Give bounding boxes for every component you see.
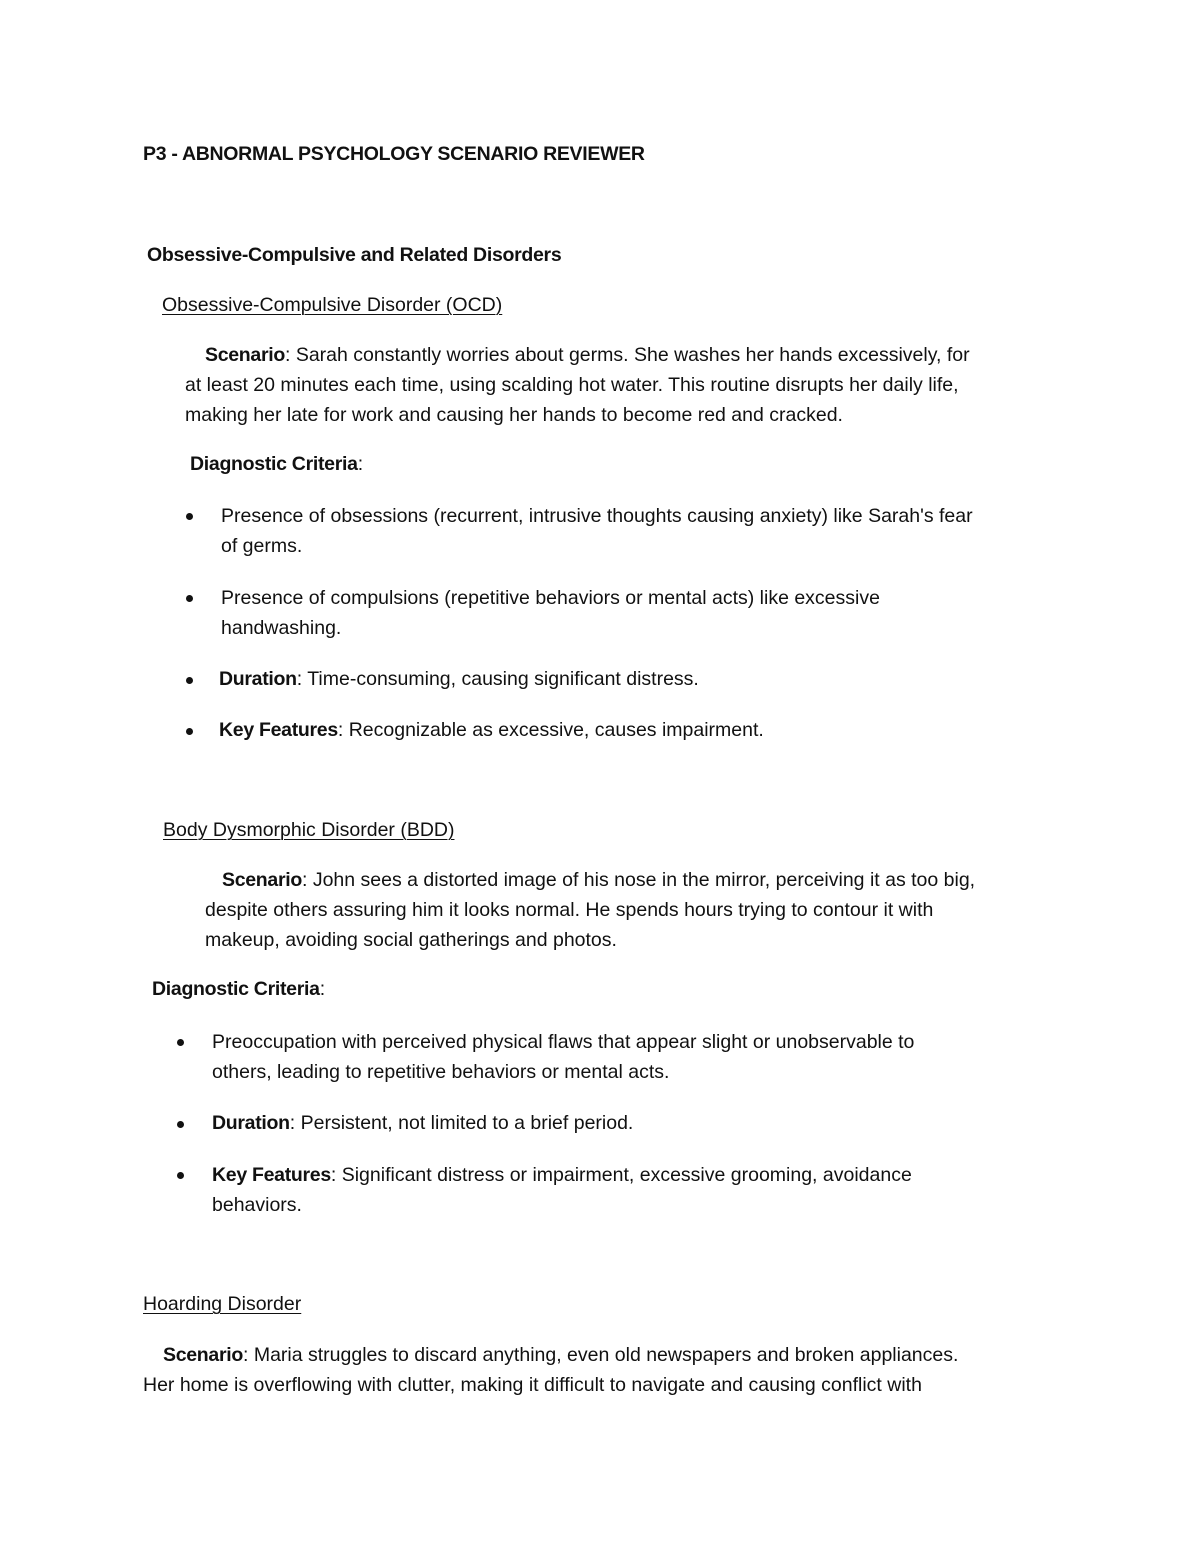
- ocd-bullet-1: [221, 501, 973, 561]
- bullet-text-line: Presence of obsessions (recurrent, intrusive thoughts causing anxiety) like Sarah's fear: [221, 505, 973, 527]
- bdd-scenario-line: makeup, avoiding social gatherings and photos.: [205, 929, 617, 951]
- ocd-heading: Obsessive-Compulsive Disorder (OCD): [162, 294, 503, 316]
- ocd-criteria-colon: :: [357, 453, 364, 475]
- bullet-icon: [186, 595, 193, 602]
- hoarding-scenario-label: Scenario: [163, 1344, 243, 1366]
- bullet-text-line: behaviors.: [212, 1194, 302, 1216]
- bullet-label: Duration: [219, 668, 297, 690]
- ocd-scenario-line: at least 20 minutes each time, using scalding hot water. This routine disrupts her daily life,: [185, 374, 959, 396]
- ocd-bullet-4: [219, 715, 764, 745]
- bdd-criteria-label: Diagnostic Criteria: [152, 978, 320, 1000]
- bdd-scenario-line: : John sees a distorted image of his nose in the mirror, perceiving it as too big,: [301, 869, 976, 891]
- bullet-label: Key Features: [212, 1164, 331, 1186]
- bullet-icon: [186, 728, 193, 735]
- ocd-scenario-line: making her late for work and causing her hands to become red and cracked.: [185, 404, 843, 426]
- ocd-bullet-2: [221, 583, 880, 643]
- ocd-criteria-label: Diagnostic Criteria: [190, 453, 358, 475]
- ocd-scenario-line: : Sarah constantly worries about germs. She washes her hands excessively, for: [284, 344, 970, 366]
- bullet-text-line: : Persistent, not limited to a brief period.: [289, 1112, 634, 1134]
- document-title: P3 - ABNORMAL PSYCHOLOGY SCENARIO REVIEWER: [143, 143, 645, 165]
- ocd-bullet-3: [219, 664, 699, 694]
- ocd-scenario-label: Scenario: [205, 344, 285, 366]
- bullet-icon: [186, 513, 193, 520]
- bullet-text-line: others, leading to repetitive behaviors or mental acts.: [212, 1061, 670, 1083]
- ocd-scenario: [185, 340, 970, 430]
- bullet-text-line: Preoccupation with perceived physical flaws that appear slight or unobservable to: [212, 1031, 915, 1053]
- bdd-heading: Body Dysmorphic Disorder (BDD): [163, 819, 455, 841]
- bullet-label: Duration: [212, 1112, 290, 1134]
- bullet-text-line: : Significant distress or impairment, excessive grooming, avoidance: [330, 1164, 912, 1186]
- bdd-criteria-colon: :: [319, 978, 326, 1000]
- bullet-icon: [177, 1172, 184, 1179]
- bullet-icon: [177, 1039, 184, 1046]
- hoarding-scenario: [143, 1340, 958, 1400]
- bdd-bullet-3: [212, 1160, 912, 1220]
- bdd-scenario-label: Scenario: [222, 869, 302, 891]
- bdd-criteria-heading: [152, 978, 325, 1001]
- hoarding-heading: Hoarding Disorder: [143, 1293, 302, 1315]
- bullet-text-line: : Recognizable as excessive, causes impairment.: [337, 719, 764, 741]
- bullet-icon: [186, 677, 193, 684]
- bullet-text-line: handwashing.: [221, 617, 342, 639]
- bdd-bullet-1: [212, 1027, 914, 1087]
- hoarding-scenario-line: : Maria struggles to discard anything, even old newspapers and broken appliances.: [242, 1344, 959, 1366]
- hoarding-scenario-line: Her home is overflowing with clutter, making it difficult to navigate and causing conflict with: [143, 1374, 922, 1396]
- bullet-icon: [177, 1121, 184, 1128]
- bdd-scenario: [205, 865, 975, 955]
- bullet-label: Key Features: [219, 719, 338, 741]
- bdd-scenario-line: despite others assuring him it looks normal. He spends hours trying to contour it with: [205, 899, 934, 921]
- section-heading: Obsessive-Compulsive and Related Disorders: [147, 244, 562, 266]
- bullet-text-line: of germs.: [221, 535, 303, 557]
- bullet-text-line: : Time-consuming, causing significant distress.: [296, 668, 699, 690]
- bullet-text-line: Presence of compulsions (repetitive behaviors or mental acts) like excessive: [221, 587, 880, 609]
- ocd-criteria-heading: [190, 453, 363, 476]
- bdd-bullet-2: [212, 1108, 633, 1138]
